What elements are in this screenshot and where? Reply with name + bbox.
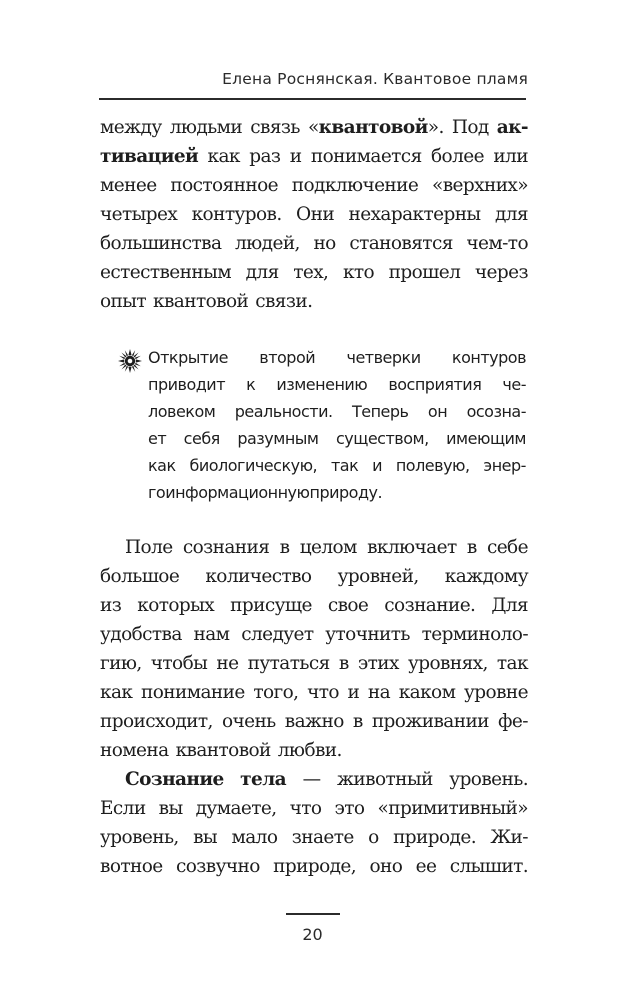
word: уровень. xyxy=(449,769,528,790)
word: подключение xyxy=(291,175,419,196)
footer-rule xyxy=(286,913,340,915)
word: более xyxy=(431,146,484,167)
word: как xyxy=(100,682,133,703)
word: приводит xyxy=(148,375,226,394)
word: и xyxy=(372,456,382,475)
paragraph-line xyxy=(100,562,528,591)
word: четверки xyxy=(346,348,421,367)
word: которых xyxy=(137,595,215,616)
word: уровень, xyxy=(100,827,179,848)
word: слышит. xyxy=(449,856,528,877)
paragraph-line xyxy=(100,229,528,258)
word: уровней, xyxy=(337,566,419,587)
paragraph-line xyxy=(100,171,528,200)
word: Открытие xyxy=(148,348,228,367)
word: номена xyxy=(100,740,169,761)
word: тела xyxy=(240,769,287,790)
word: Для xyxy=(491,595,528,616)
word: Поле xyxy=(125,537,173,558)
word: знаете xyxy=(291,827,354,848)
word: каком xyxy=(398,682,456,703)
word: в xyxy=(279,537,290,558)
paragraph-line xyxy=(100,649,528,678)
callout-line xyxy=(148,398,526,425)
word: природе, xyxy=(273,856,357,877)
word: терминоло- xyxy=(421,624,528,645)
word: на xyxy=(367,682,391,703)
word: Сознание xyxy=(125,769,224,790)
word: энер- xyxy=(483,456,526,475)
word: так xyxy=(330,456,359,475)
word: свое xyxy=(327,595,369,616)
paragraph-line xyxy=(100,200,528,229)
word: биологическую, xyxy=(189,456,318,475)
word: — xyxy=(302,769,321,790)
word: вы xyxy=(158,798,183,819)
word: ее xyxy=(415,856,437,877)
word: тивацией xyxy=(100,146,199,167)
word: количество xyxy=(205,566,312,587)
word: разумным xyxy=(237,429,319,448)
word: каждому xyxy=(444,566,528,587)
word: уточнить xyxy=(325,624,410,645)
word: сознание. xyxy=(384,595,476,616)
word: кто xyxy=(342,262,375,283)
word: уровнях, xyxy=(407,653,488,674)
callout-line xyxy=(148,425,526,452)
word: уровне xyxy=(464,682,528,703)
word: гоинформационную xyxy=(148,483,310,502)
paragraph-line xyxy=(100,533,528,562)
word: имеющим xyxy=(446,429,526,448)
word: в xyxy=(338,653,349,674)
paragraph-line xyxy=(100,852,528,881)
word: «верхних» xyxy=(432,175,528,196)
word: изменению xyxy=(276,375,368,394)
word: созвучно xyxy=(175,856,260,877)
word: как xyxy=(148,456,176,475)
word: удобства xyxy=(100,624,182,645)
word: квантовой xyxy=(153,291,249,312)
word: происходит, xyxy=(100,711,213,732)
word: восприятия xyxy=(388,375,482,394)
word: для xyxy=(494,204,528,225)
word: как xyxy=(207,146,240,167)
word: осозна- xyxy=(466,402,526,421)
paragraph-line xyxy=(100,287,528,316)
word: сознания xyxy=(182,537,270,558)
word: природу. xyxy=(309,483,383,502)
word: большое xyxy=(100,566,180,587)
word: естественным xyxy=(100,262,232,283)
word: «примитивный» xyxy=(377,798,528,819)
word: присуще xyxy=(230,595,312,616)
word: существом, xyxy=(335,429,429,448)
word: нам xyxy=(193,624,230,645)
word: второй xyxy=(259,348,316,367)
callout-line xyxy=(148,344,526,371)
word: путаться xyxy=(247,653,330,674)
paragraph-line xyxy=(100,823,528,852)
paragraph-line xyxy=(100,678,528,707)
word: Теперь xyxy=(351,402,409,421)
word: но xyxy=(313,233,336,254)
paragraph-line xyxy=(100,620,528,649)
word: себе xyxy=(486,537,528,558)
word: мало xyxy=(231,827,278,848)
word: себя xyxy=(183,429,220,448)
word: вотное xyxy=(100,856,163,877)
word: квантовой xyxy=(175,740,271,761)
word: связь xyxy=(250,117,300,138)
word: из xyxy=(100,595,122,616)
word: чем-то xyxy=(466,233,528,254)
word: связи. xyxy=(255,291,313,312)
word: большинства xyxy=(100,233,222,254)
word: прошел xyxy=(388,262,461,283)
word: людьми xyxy=(169,117,243,138)
word: контуров xyxy=(451,348,526,367)
callout-line xyxy=(148,479,526,506)
word: через xyxy=(474,262,528,283)
word: к xyxy=(246,375,256,394)
word: Жи- xyxy=(490,827,528,848)
header-rule xyxy=(99,98,526,100)
word: менее xyxy=(100,175,157,196)
word: ак- xyxy=(496,117,528,138)
callout-text xyxy=(148,344,526,506)
paragraph-line xyxy=(100,258,528,287)
word: Если xyxy=(100,798,146,819)
word: четырех xyxy=(100,204,178,225)
word: Под xyxy=(451,117,489,138)
word: этих xyxy=(357,653,399,674)
word: важно xyxy=(284,711,344,732)
word: или xyxy=(493,146,528,167)
paragraph-line xyxy=(100,765,528,794)
word: че- xyxy=(502,375,526,394)
running-head: Елена Роснянская. Квантовое пламя xyxy=(222,70,528,88)
word: ловеком xyxy=(148,402,216,421)
word: в xyxy=(466,537,477,558)
word: раз xyxy=(249,146,281,167)
word: понимание xyxy=(140,682,245,703)
word: для xyxy=(245,262,279,283)
word: того, xyxy=(253,682,299,703)
page-number: 20 xyxy=(302,925,323,944)
paragraph-line xyxy=(100,113,528,142)
paragraph-2 xyxy=(100,533,528,765)
paragraph-line xyxy=(100,794,528,823)
word: контуров. xyxy=(191,204,282,225)
paragraph-3 xyxy=(100,765,528,881)
word: это xyxy=(334,798,365,819)
word: между xyxy=(100,117,162,138)
word: тех, xyxy=(293,262,329,283)
word: целом xyxy=(299,537,357,558)
word: любви. xyxy=(277,740,342,761)
word: что xyxy=(289,798,322,819)
word: и xyxy=(289,146,302,167)
word: животный xyxy=(337,769,433,790)
paragraph-line xyxy=(100,591,528,620)
word: он xyxy=(427,402,448,421)
word: следует xyxy=(241,624,314,645)
word: и xyxy=(347,682,360,703)
word: полевую, xyxy=(395,456,470,475)
word: не xyxy=(216,653,239,674)
word: природе. xyxy=(393,827,476,848)
word: включает xyxy=(367,537,457,558)
word: гию, xyxy=(100,653,142,674)
word: думаете, xyxy=(195,798,277,819)
paragraph-line xyxy=(100,707,528,736)
word: становятся xyxy=(349,233,453,254)
word: людей, xyxy=(235,233,300,254)
word: очень xyxy=(221,711,276,732)
paragraph-line xyxy=(100,142,528,171)
word: реальности. xyxy=(234,402,333,421)
word: проживании xyxy=(371,711,489,732)
word: Они xyxy=(296,204,335,225)
word: «квантовой». xyxy=(307,117,444,138)
word: чтобы xyxy=(150,653,208,674)
word: вы xyxy=(193,827,218,848)
word: ет xyxy=(148,429,167,448)
sun-icon xyxy=(118,349,142,373)
paragraph-1 xyxy=(100,113,528,316)
paragraph-line xyxy=(100,736,528,765)
word: так xyxy=(496,653,528,674)
word: о xyxy=(368,827,379,848)
word: нехарактерны xyxy=(348,204,481,225)
word: в xyxy=(352,711,363,732)
word: фе- xyxy=(498,711,528,732)
word: что xyxy=(307,682,339,703)
word: постоянное xyxy=(170,175,278,196)
callout-line xyxy=(148,452,526,479)
word: понимается xyxy=(310,146,422,167)
callout-line xyxy=(148,371,526,398)
word: оно xyxy=(369,856,403,877)
word: опыт xyxy=(100,291,147,312)
